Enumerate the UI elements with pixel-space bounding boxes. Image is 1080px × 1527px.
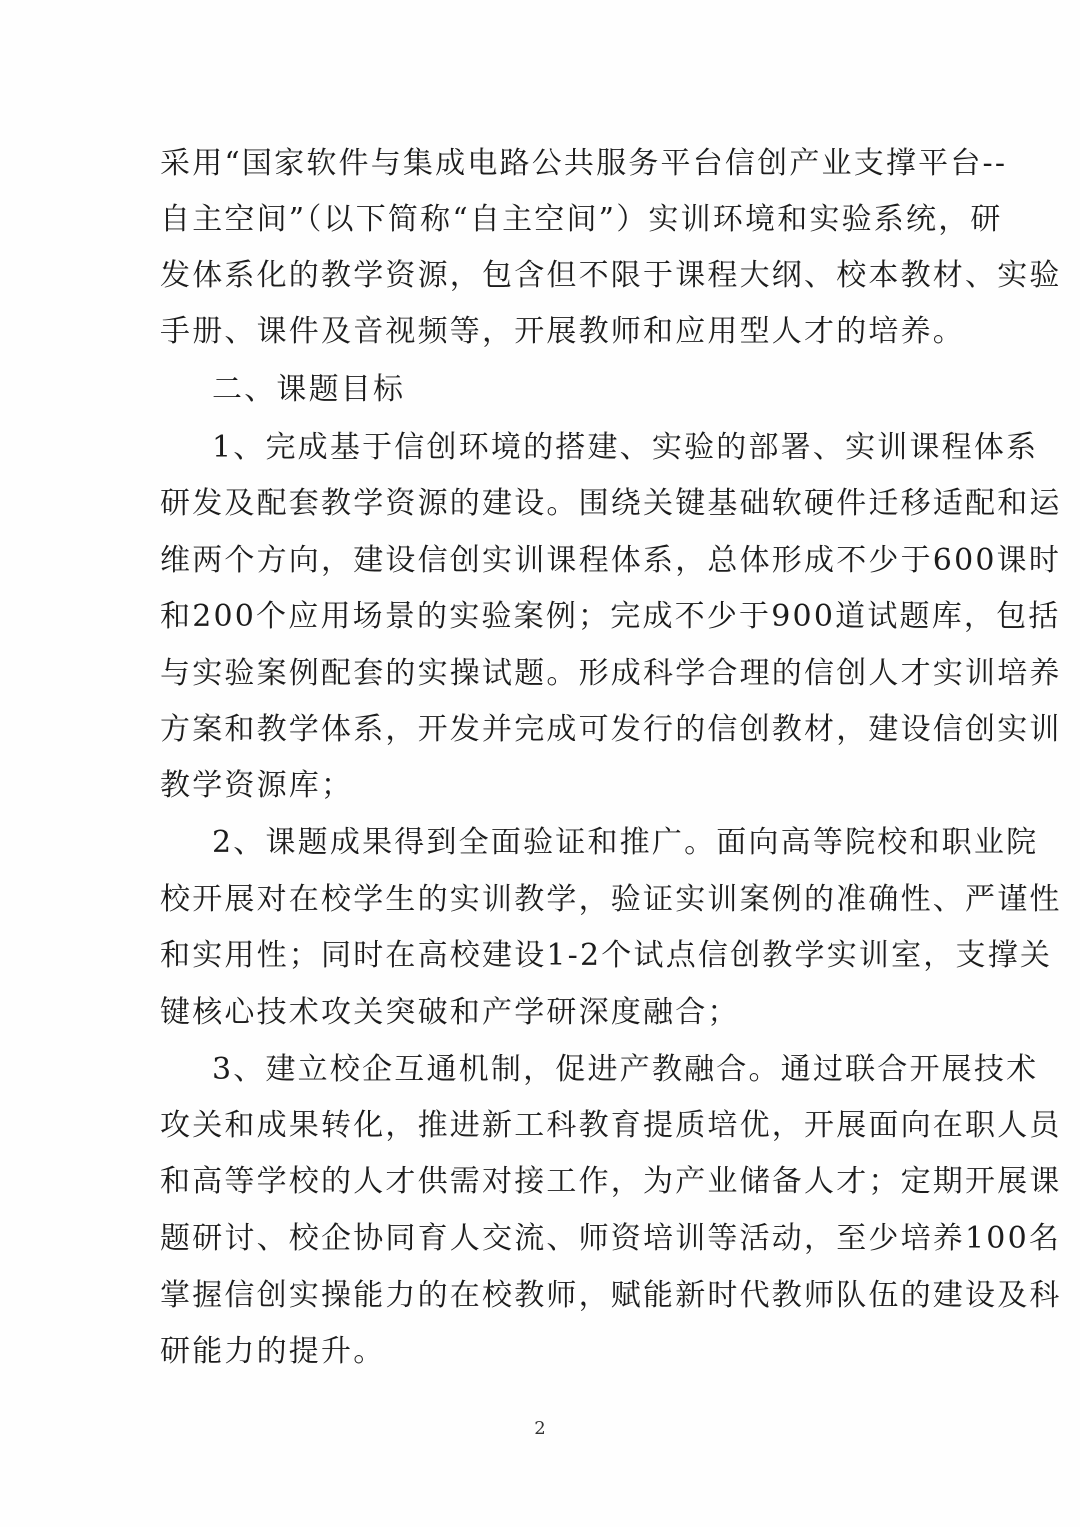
body-line: 教学资源库； (160, 768, 354, 803)
body-line: 和200个应用场景的实验案例；完成不少于900道试题库，包括 (160, 599, 1061, 634)
body-line: 研发及配套教学资源的建设。围绕关键基础软硬件迁移适配和运 (160, 486, 1062, 521)
body-line: 题研讨、校企协同育人交流、师资培训等活动，至少培养100名 (160, 1221, 1062, 1256)
body-line: 2、课题成果得到全面验证和推广。面向高等院校和职业院 (212, 825, 1039, 860)
body-line: 维两个方向，建设信创实训课程体系，总体形成不少于600课时 (160, 543, 1062, 578)
body-line: 采用“国家软件与集成电路公共服务平台信创产业支撑平台-- (160, 146, 1008, 181)
body-line: 方案和教学体系，开发并完成可发行的信创教材，建设信创实训 (160, 712, 1062, 747)
body-line: 1、完成基于信创环境的搭建、实验的部署、实训课程体系 (212, 430, 1039, 465)
body-line: 掌握信创实操能力的在校教师，赋能新时代教师队伍的建设及科 (160, 1278, 1062, 1313)
body-line: 自主空间”（以下简称“自主空间”）实训环境和实验系统，研 (160, 202, 1003, 237)
section-heading: 二、课题目标 (212, 372, 406, 407)
body-line: 研能力的提升。 (160, 1334, 386, 1369)
page-number: 2 (534, 1418, 546, 1439)
body-line: 3、建立校企互通机制，促进产教融合。通过联合开展技术 (212, 1052, 1039, 1087)
body-line: 发体系化的教学资源，包含但不限于课程大纲、校本教材、实验 (160, 258, 1062, 293)
body-line: 和实用性；同时在高校建设1-2个试点信创教学实训室，支撑关 (160, 938, 1053, 973)
body-line: 键核心技术攻关突破和产学研深度融合； (160, 995, 740, 1030)
body-line: 手册、课件及音视频等，开展教师和应用型人才的培养。 (160, 314, 965, 349)
body-line: 与实验案例配套的实操试题。形成科学合理的信创人才实训培养 (160, 656, 1062, 691)
body-line: 校开展对在校学生的实训教学，验证实训案例的准确性、严谨性 (160, 882, 1062, 917)
body-line: 攻关和成果转化，推进新工科教育提质培优，开展面向在职人员 (160, 1108, 1062, 1143)
body-line: 和高等学校的人才供需对接工作，为产业储备人才；定期开展课 (160, 1164, 1062, 1199)
